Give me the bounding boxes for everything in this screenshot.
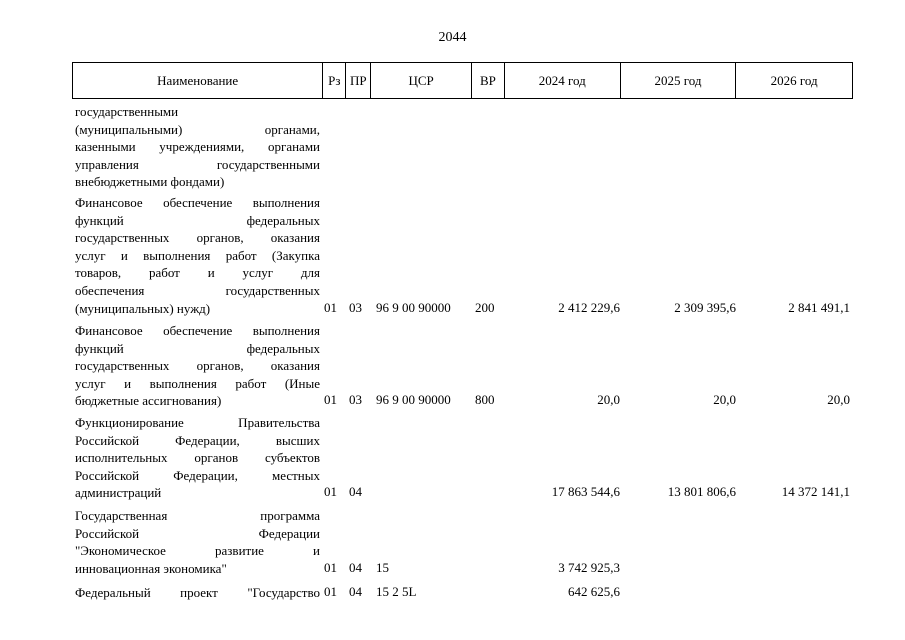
name-line: Финансовое обеспечение выполнения [75, 323, 320, 338]
row-rz: 01 [324, 584, 337, 599]
row-pr: 04 [349, 560, 362, 575]
row-2024: 3 742 925,3 [558, 560, 620, 575]
name-line: обеспечения государственных [75, 282, 320, 298]
row-csr: 96 9 00 90000 [376, 392, 451, 407]
name-line: (муниципальными) органами, [75, 121, 320, 137]
row-name [75, 584, 320, 602]
row-csr: 15 2 5L [376, 584, 417, 599]
name-line: бюджетные ассигнования) [75, 393, 222, 409]
header-csr: ЦСР [371, 63, 472, 98]
table-header [72, 62, 853, 99]
row-pr: 04 [349, 484, 362, 499]
row-2025: 20,0 [713, 392, 736, 407]
row-2026: 2 841 491,1 [788, 300, 850, 315]
header-pr: ПР [346, 63, 371, 98]
row-2025: 13 801 806,6 [667, 484, 736, 499]
page-number: 2044 [438, 30, 467, 45]
header-2025: 2025 год [621, 63, 737, 98]
name-line: исполнительных органов субъектов [75, 450, 320, 466]
row-pr: 03 [349, 300, 362, 315]
row-pr: 04 [349, 584, 362, 599]
name-line: "Экономическое развитие и [75, 543, 320, 559]
row-name [75, 322, 320, 410]
header-2026: 2026 год [770, 72, 818, 88]
name-line: товаров, работ и услуг для [75, 265, 320, 281]
header-name: Наименование [73, 63, 323, 98]
name-line: казенными учреждениями, органами [75, 139, 320, 155]
name-line: государственными [75, 104, 179, 119]
row-rz: 01 [324, 392, 337, 407]
name-line: Российской Федерации [75, 525, 320, 541]
row-name [75, 194, 320, 317]
row-rz: 01 [324, 300, 337, 315]
row-rz: 01 [324, 560, 337, 575]
row-name [75, 507, 320, 577]
name-line: государственных органов, оказания [75, 230, 320, 246]
name-line: услуг и выполнения работ (Иные [75, 375, 320, 391]
name-line: управления государственными [75, 156, 320, 172]
row-2024: 17 863 544,6 [551, 484, 620, 499]
name-line: Федеральный проект "Государство [75, 585, 320, 600]
row-csr: 96 9 00 90000 [376, 300, 451, 315]
row-2025: 2 309 395,6 [674, 300, 736, 315]
row-name [75, 414, 320, 502]
row-2024: 642 625,6 [568, 584, 620, 599]
name-line: Финансовое обеспечение выполнения [75, 195, 320, 210]
row-2026: 20,0 [827, 392, 850, 407]
name-line: внебюджетными фондами) [75, 174, 225, 190]
name-line: Российской Федерации, высших [75, 432, 320, 448]
header-2024: 2024 год [505, 63, 621, 98]
name-line: Функционирование Правительства [75, 415, 320, 430]
name-line: услуг и выполнения работ (Закупка [75, 247, 320, 263]
name-line: функций федеральных [75, 340, 320, 356]
name-line: Государственная программа [75, 508, 320, 523]
row-2026: 14 372 141,1 [781, 484, 850, 499]
row-2024: 20,0 [597, 392, 620, 407]
name-line: государственных органов, оказания [75, 358, 320, 374]
row-pr: 03 [349, 392, 362, 407]
name-line: функций федеральных [75, 212, 320, 228]
row-vr: 800 [475, 392, 495, 407]
header-vr: ВР [472, 63, 505, 98]
header-rz: Рз [323, 63, 346, 98]
name-line: Российской Федерации, местных [75, 467, 320, 483]
row-rz: 01 [324, 484, 337, 499]
row-name [75, 103, 320, 191]
row-vr: 200 [475, 300, 495, 315]
name-line: (муниципальных) нужд) [75, 300, 211, 316]
row-csr: 15 [376, 560, 389, 575]
name-line: администраций [75, 485, 162, 501]
row-2024: 2 412 229,6 [558, 300, 620, 315]
name-line: инновационная экономика" [75, 560, 227, 576]
